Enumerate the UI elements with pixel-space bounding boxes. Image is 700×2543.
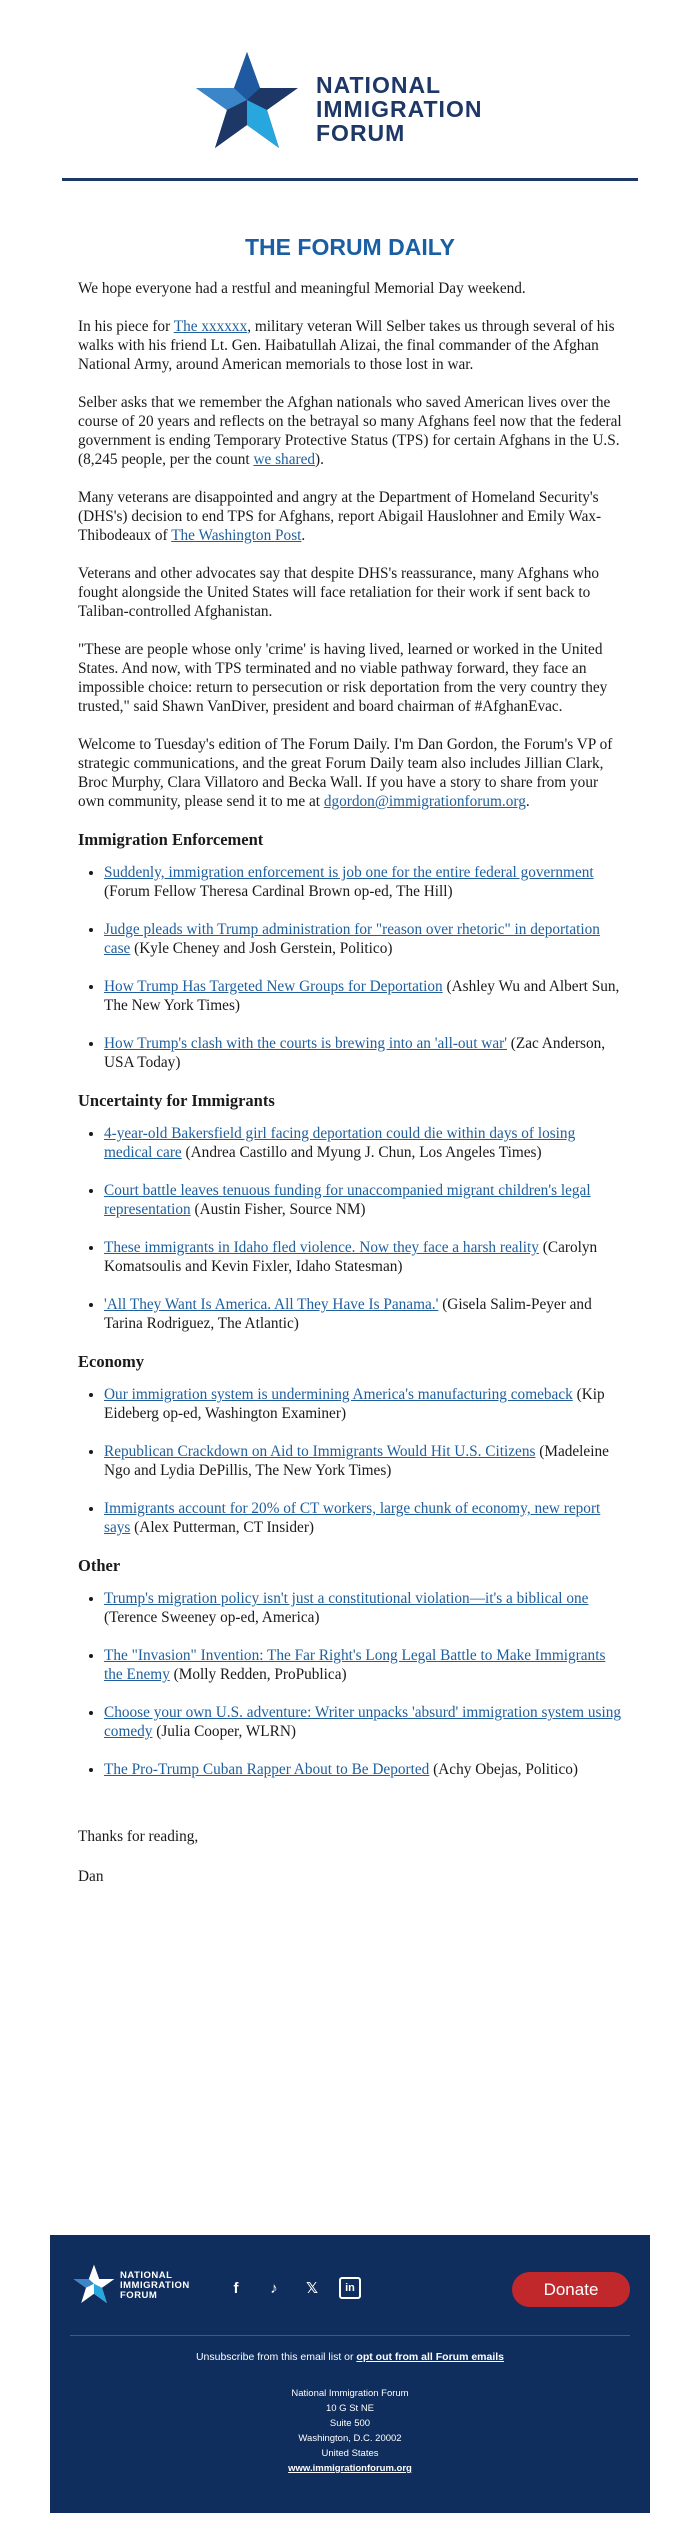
signoff-line: Thanks for reading, (78, 1828, 199, 1845)
article-link[interactable]: Our immigration system is undermining America's manufacturing comeback (104, 1386, 573, 1403)
email-header (62, 0, 638, 181)
star-logo-icon (72, 2263, 116, 2307)
unsubscribe-text: Unsubscribe from this email list or opt out from all Forum emails (195, 2351, 505, 2363)
section-heading: Economy (78, 1352, 144, 1371)
address-line: Suite 500 (329, 2418, 371, 2429)
section-economy (78, 1352, 622, 1537)
newsletter-title: THE FORUM DAILY (245, 234, 455, 260)
social-links (225, 2277, 361, 2299)
article-link[interactable]: Court battle leaves tenuous funding for unaccompanied migrant children's legal representation (104, 1182, 591, 1218)
linkedin-icon[interactable]: in (339, 2277, 361, 2299)
mailing-address (50, 2386, 650, 2476)
article-link[interactable]: Trump's migration policy isn't just a constitutional violation—it's a biblical one (104, 1590, 589, 1607)
we-shared-link[interactable]: we shared (253, 451, 316, 468)
intro-paragraph-7: Welcome to Tuesday's edition of The Forum Daily. I'm Dan Gordon, the Forum's VP of strategic communications, and the great Forum Daily team also includes Jillian Clark, Broc Murphy, Clara Villatoro and Becka Wall. If you have a story to share from your own community, please send it to me at dgordon@immigrationforum.org. (78, 736, 613, 810)
section-immigration-enforcement (78, 830, 622, 1072)
article-link[interactable]: How Trump Has Targeted New Groups for Deportation (104, 978, 443, 995)
article-link[interactable]: Choose your own U.S. adventure: Writer unpacks 'absurd' immigration system using comedy (104, 1704, 621, 1740)
intro-paragraph-2: In his piece for The xxxxxx, military veteran Will Selber takes us through several of his walks with his friend Lt. Gen. Haibatullah Alizai, the final commander of the Afghan National Army, around American memorials to those lost in war. (78, 318, 615, 373)
address-line: 10 G St NE (325, 2403, 375, 2414)
article-link[interactable]: 4-year-old Bakersfield girl facing deportation could die within days of losing medical care (104, 1125, 576, 1161)
intro-paragraph-5: Veterans and other advocates say that despite DHS's reassurance, many Afghans who fought alongside the United States will face retaliation for their work if sent back to Taliban-controlled Afghanistan. (78, 565, 599, 620)
email-body (62, 279, 638, 1886)
article-link[interactable]: These immigrants in Idaho fled violence. Now they face a harsh reality (104, 1239, 539, 1256)
section-heading: Other (78, 1556, 121, 1575)
article-link[interactable]: Immigrants account for 20% of CT workers, large chunk of economy, new report says (104, 1500, 601, 1536)
article-link[interactable]: How Trump's clash with the courts is brewing into an 'all-out war' (104, 1035, 507, 1052)
section-heading: Uncertainty for Immigrants (78, 1091, 275, 1110)
article-link[interactable]: Judge pleads with Trump administration for "reason over rhetoric" in deportation case (104, 921, 600, 957)
donate-button[interactable]: Donate (512, 2272, 630, 2307)
logo-wordmark: NATIONAL IMMIGRATION FORUM (316, 72, 483, 146)
intro-paragraph-3: Selber asks that we remember the Afghan nationals who saved American lives over the course of 20 years and reflects on the betrayal so many Afghans feel now that the federal government is ending Temporary Protective Status (TPS) for certain Afghans in the U.S. (8,245 people, per the count we shared). (78, 394, 622, 468)
website-link[interactable]: www.immigrationforum.org (288, 2463, 412, 2474)
list-item: • Our immigration system is undermining America's manufacturing comeback (Kip Eideberg op-ed, Washington Examiner) (104, 1385, 622, 1423)
email-container (62, 0, 638, 1886)
address-line: National Immigration Forum (291, 2388, 409, 2399)
signoff-name: Dan (78, 1868, 104, 1885)
list-item: • The Pro-Trump Cuban Rapper About to Be Deported (Achy Obejas, Politico) (104, 1760, 622, 1779)
star-logo-icon (192, 48, 302, 158)
list-item: • Choose your own U.S. adventure: Writer unpacks 'absurd' immigration system using comedy (Julia Cooper, WLRN) (104, 1703, 622, 1741)
tiktok-icon[interactable]: ♪ (270, 2279, 278, 2297)
forum-logo[interactable] (192, 48, 492, 158)
x-icon[interactable]: 𝕏 (305, 2280, 319, 2297)
list-item: • Judge pleads with Trump administration for "reason over rhetoric" in deportation case (Kyle Cheney and Josh Gerstein, Politico) (104, 920, 622, 958)
list-item: • 4-year-old Bakersfield girl facing deportation could die within days of losing medical care (Andrea Castillo and Myung J. Chun, Los Angeles Times) (104, 1124, 622, 1162)
list-item: • How Trump's clash with the courts is brewing into an 'all-out war' (Zac Anderson, USA Today) (104, 1034, 622, 1072)
footer-logo[interactable] (72, 2263, 190, 2311)
intro-paragraph-1: We hope everyone had a restful and meaningful Memorial Day weekend. (78, 280, 526, 297)
washington-post-link[interactable]: The Washington Post (171, 527, 302, 544)
address-line: United States (321, 2448, 379, 2459)
list-item: • These immigrants in Idaho fled violence. Now they face a harsh reality (Carolyn Komatsoulis and Kevin Fixler, Idaho Statesman) (104, 1238, 622, 1276)
footer-wordmark: NATIONAL IMMIGRATION FORUM (120, 2270, 190, 2301)
list-item: • Trump's migration policy isn't just a constitutional violation—it's a biblical one (Terence Sweeney op-ed, America) (104, 1589, 622, 1627)
intro-paragraph-4: Many veterans are disappointed and angry at the Department of Homeland Security's (DHS's) decision to end TPS for Afghans, report Abigail Hauslohner and Emily Wax-Thibodeaux of The Washington Post. (78, 489, 602, 544)
email-link[interactable]: dgordon@immigrationforum.org (323, 793, 526, 810)
article-link[interactable]: 'All They Want Is America. All They Have Is Panama.' (104, 1296, 439, 1313)
address-line: Washington, D.C. 20002 (298, 2433, 402, 2444)
footer-divider (70, 2335, 630, 2336)
intro-paragraph-6: "These are people whose only 'crime' is having lived, learned or worked in the United States. And now, with TPS terminated and no viable pathway forward, they face an impossible choice: return to persecution or risk deportation from the very country they trusted," said Shawn VanDiver, president and board chairman of #AfghanEvac. (78, 641, 608, 715)
section-heading: Immigration Enforcement (78, 830, 264, 849)
list-item: • Suddenly, immigration enforcement is job one for the entire federal government (Forum Fellow Theresa Cardinal Brown op-ed, The Hill) (104, 863, 622, 901)
list-item: • How Trump Has Targeted New Groups for Deportation (Ashley Wu and Albert Sun, The New York Times) (104, 977, 622, 1015)
list-item: • Republican Crackdown on Aid to Immigrants Would Hit U.S. Citizens (Madeleine Ngo and Lydia DePillis, The New York Times) (104, 1442, 622, 1480)
article-link[interactable]: Republican Crackdown on Aid to Immigrants Would Hit U.S. Citizens (104, 1443, 536, 1460)
opt-out-link[interactable]: opt out from all Forum emails (356, 2351, 505, 2363)
section-uncertainty-for-immigrants (78, 1091, 622, 1333)
list-item: • Immigrants account for 20% of CT workers, large chunk of economy, new report says (Alex Putterman, CT Insider) (104, 1499, 622, 1537)
facebook-icon[interactable]: f (233, 2279, 239, 2297)
source-link[interactable]: The xxxxxx (173, 318, 248, 335)
article-link[interactable]: The Pro-Trump Cuban Rapper About to Be Deported (104, 1761, 430, 1778)
email-footer (50, 2235, 650, 2513)
signoff (78, 1827, 622, 1886)
list-item: • The "Invasion" Invention: The Far Right's Long Legal Battle to Make Immigrants the Enemy (Molly Redden, ProPublica) (104, 1646, 622, 1684)
list-item: • Court battle leaves tenuous funding for unaccompanied migrant children's legal representation (Austin Fisher, Source NM) (104, 1181, 622, 1219)
article-link[interactable]: The "Invasion" Invention: The Far Right's Long Legal Battle to Make Immigrants the Enemy (104, 1647, 606, 1683)
list-item: • 'All They Want Is America. All They Have Is Panama.' (Gisela Salim-Peyer and Tarina Rodriguez, The Atlantic) (104, 1295, 622, 1333)
section-other (78, 1556, 622, 1779)
article-link[interactable]: Suddenly, immigration enforcement is job one for the entire federal government (104, 864, 594, 881)
